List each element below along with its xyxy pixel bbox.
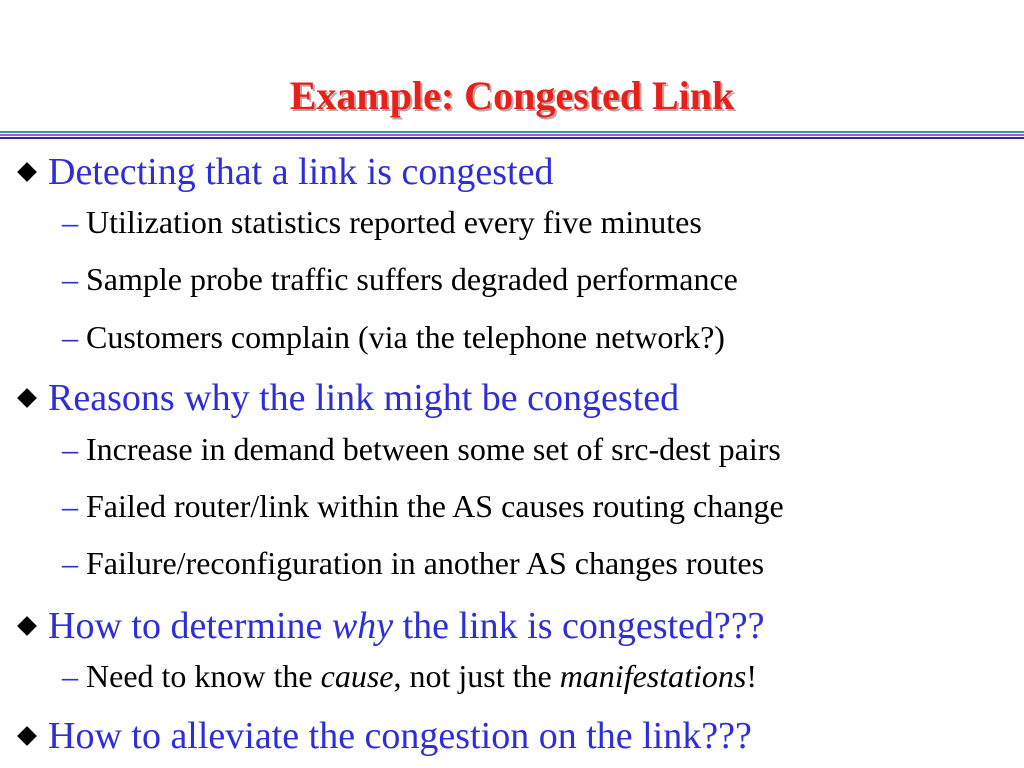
sub-bullet-1-1-text: Utilization statistics reported every five minutes (86, 204, 702, 240)
sub-bullet-1-1 (62, 203, 702, 241)
diamond-bullet-icon (17, 388, 37, 408)
sub-bullet-3-1-b: , not just the (393, 658, 560, 694)
bullet-1 (14, 150, 553, 194)
bullet-4-text: How to alleviate the congestion on the link??? (48, 715, 752, 757)
diamond-bullet-icon (17, 616, 37, 636)
sub-bullet-3-1-manifestations: manifestations (559, 658, 747, 694)
sub-bullet-2-3-text: Failure/reconfiguration in another AS changes routes (86, 545, 765, 581)
bullet-2-text: Reasons why the link might be congested (48, 377, 680, 419)
bullet-3 (14, 604, 765, 648)
slide-title: Example: Congested Link (289, 73, 735, 118)
diamond-bullet-icon (17, 162, 37, 182)
title-rule-magenta (0, 134, 1024, 136)
sub-bullet-3-1-cause: cause (320, 658, 394, 694)
bullet-3-text-emph: why (331, 605, 394, 647)
dash-icon: – (62, 261, 78, 297)
dash-icon: – (62, 545, 78, 581)
sub-bullet-3-1-a: Need to know the (86, 658, 321, 694)
dash-icon: – (62, 431, 78, 467)
sub-bullet-1-2 (62, 260, 738, 298)
bullet-4 (14, 714, 752, 758)
bullet-1-text: Detecting that a link is congested (48, 151, 554, 193)
sub-bullet-1-3 (62, 318, 725, 356)
sub-bullet-3-1 (62, 657, 757, 695)
sub-bullet-1-2-text: Sample probe traffic suffers degraded performance (86, 261, 738, 297)
dash-icon: – (62, 488, 78, 524)
title-rule-teal (0, 131, 1024, 133)
sub-bullet-2-2 (62, 487, 784, 525)
sub-bullet-3-1-c: ! (746, 658, 758, 694)
dash-icon: – (62, 204, 78, 240)
bullet-3-text-a: How to determine (48, 605, 332, 647)
bullet-2 (14, 376, 679, 420)
sub-bullet-2-3 (62, 544, 764, 582)
bullet-3-text-b: the link is congested??? (393, 605, 765, 647)
sub-bullet-1-3-text: Customers complain (via the telephone network?) (86, 319, 725, 355)
diamond-bullet-icon (17, 726, 37, 746)
title-rule-navy (0, 137, 1024, 139)
dash-icon: – (62, 319, 78, 355)
sub-bullet-2-1 (62, 430, 781, 468)
dash-icon: – (62, 658, 78, 694)
sub-bullet-2-1-text: Increase in demand between some set of src-dest pairs (86, 431, 781, 467)
sub-bullet-2-2-text: Failed router/link within the AS causes routing change (86, 488, 784, 524)
